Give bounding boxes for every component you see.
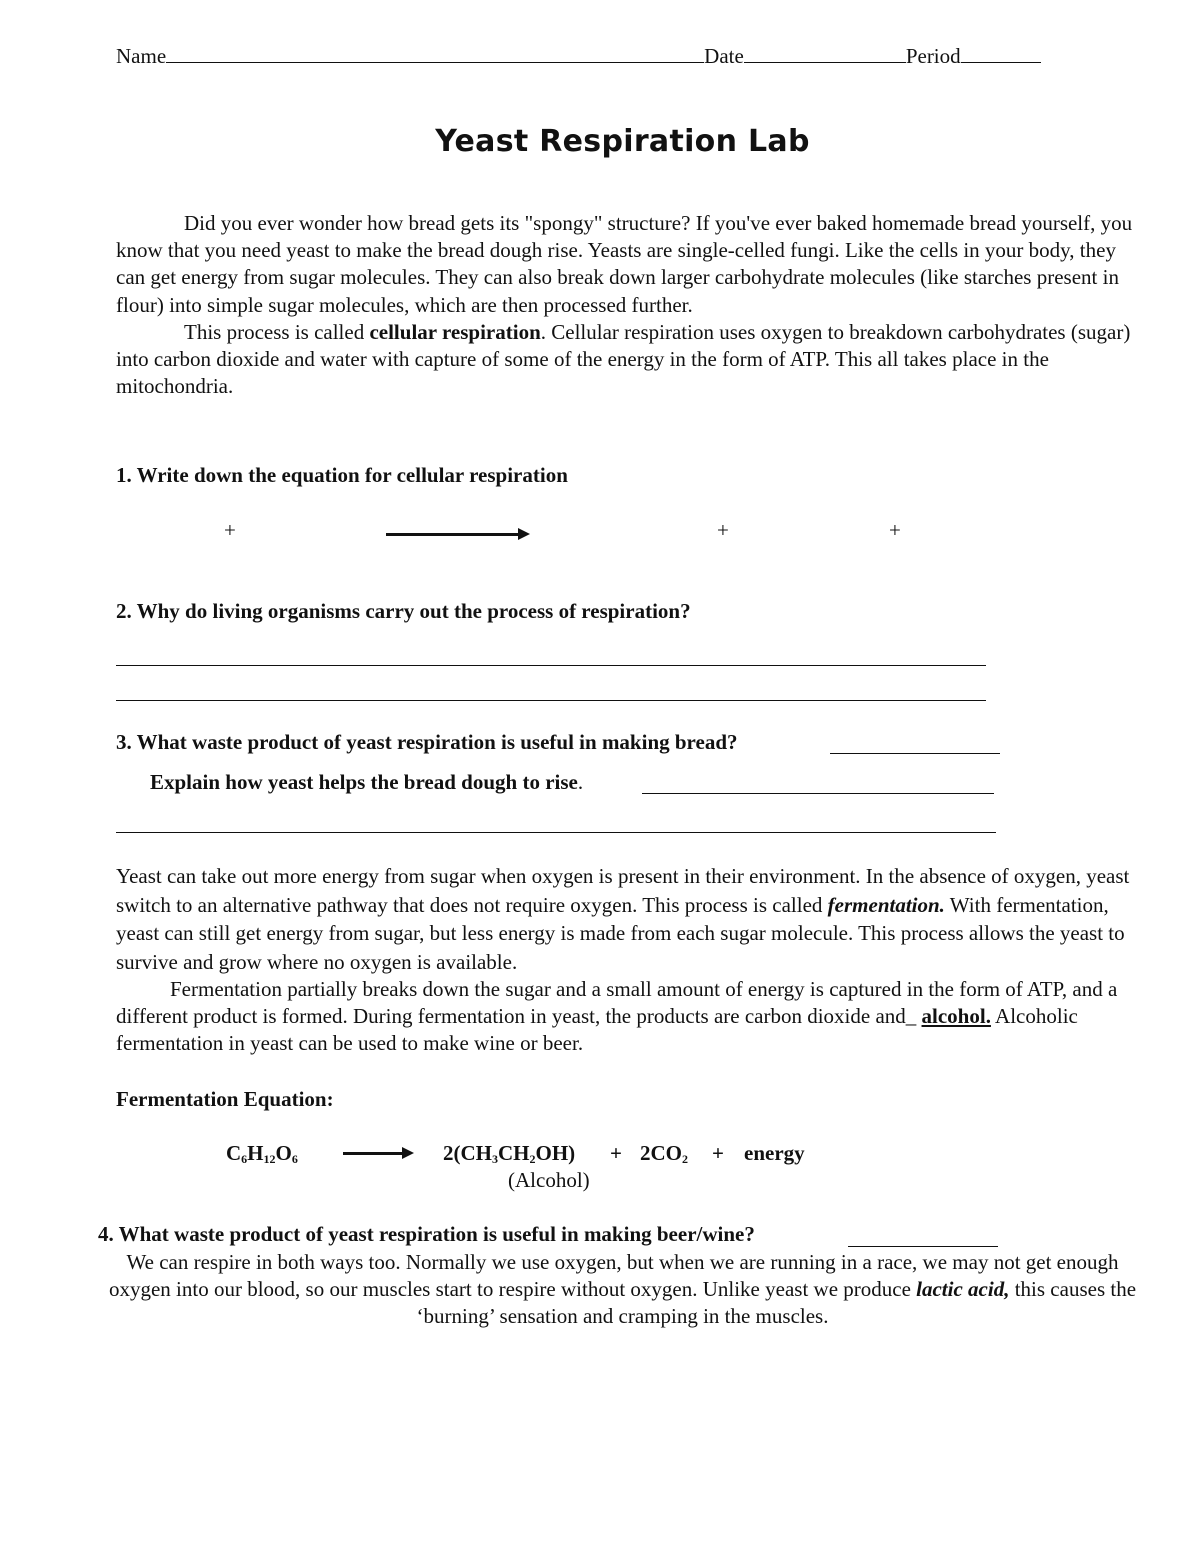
closing-text xyxy=(100,1249,1145,1331)
answer-line[interactable] xyxy=(116,700,986,701)
closing-paragraph xyxy=(100,1249,1145,1331)
answer-line[interactable] xyxy=(116,832,996,833)
question-2: 2. Why do living organisms carry out the process of respiration? xyxy=(116,599,691,623)
alcohol-term: alcohol. xyxy=(921,1004,991,1029)
plus-sign: + xyxy=(889,518,901,542)
question-3b-text: Explain how yeast helps the bread dough to rise xyxy=(150,770,578,794)
intro-p2-text: This process is called xyxy=(184,319,370,344)
answer-line[interactable] xyxy=(116,665,986,666)
intro-section xyxy=(116,210,1136,400)
question-3b xyxy=(150,770,583,795)
equation-product-co2: $2CO_2$ xyxy=(640,1141,688,1166)
equation-plus: + xyxy=(712,1141,724,1165)
answer-blank[interactable] xyxy=(830,753,1000,754)
fermentation-paragraph-2 xyxy=(116,976,1131,1058)
fermentation-term: fermentation. xyxy=(827,892,945,917)
period-label: Period xyxy=(905,44,961,68)
fermentation-equation-heading: Fermentation Equation: xyxy=(116,1087,334,1111)
fermentation-p1-text: Yeast can take out more energy from sugar when oxygen is present in their environment. In the absence of oxygen, yeast switch to an alternative pathway that does not require oxygen. This process is called xyxy=(116,864,1130,917)
intro-p2-text-end: . Cellular respiration uses oxygen to breakdown carbohydrates (sugar) into carbon dioxide and water with capture of some of the energy in the form of ATP. This all takes place in the mitochondria. xyxy=(116,319,1131,399)
page-title: Yeast Respiration Lab xyxy=(435,124,810,159)
closing-text-start: We can respire in both ways too. Normally we use oxygen, but when we are running in a race, we may not get enough oxygen into our blood, so our muscles start to respire without oxygen. Unlike yeast we produce xyxy=(108,1250,1119,1302)
answer-blank[interactable] xyxy=(642,793,994,794)
fermentation-p1-text-end: With fermentation, yeast can still get energy from sugar, but less energy is made from each sugar molecule. This process allows the yeast to survive and grow where no oxygen is available. xyxy=(116,892,1125,974)
equation-reactant: $C_6H_{12}O_6$ xyxy=(226,1141,298,1166)
fermentation-paragraph-1 xyxy=(116,862,1131,976)
name-blank[interactable] xyxy=(166,44,704,63)
reaction-arrow-line xyxy=(386,533,518,536)
fermentation-p2-text: Fermentation partially breaks down the sugar and a small amount of energy is captured in the form of ATP, and a different product is formed. During fermentation in yeast, the products are carbon dioxide and_ xyxy=(116,977,1118,1029)
intro-paragraph-1: Did you ever wonder how bread gets its "spongy" structure? If you've ever baked homemade bread yourself, you know that you need yeast to make the bread dough rise. Yeasts are single-celled fungi. Like the cells in your body, they can get energy from sugar molecules. They can also break down larger carbohydrate molecules (like starches present in flour) into simple sugar molecules, which are then processed further. xyxy=(116,211,1133,317)
name-label: Name xyxy=(116,44,167,68)
date-label: Date xyxy=(704,44,744,68)
answer-blank[interactable] xyxy=(848,1246,998,1247)
question-3b-period: . xyxy=(577,770,584,794)
alcohol-note: (Alcohol) xyxy=(508,1168,590,1192)
equation-product-alcohol: $2(CH_3CH_2OH)$ xyxy=(443,1141,576,1166)
plus-sign: + xyxy=(224,518,236,542)
question-1: 1. Write down the equation for cellular respiration xyxy=(116,463,568,487)
equation-arrow-line xyxy=(343,1152,403,1155)
equation-product-energy: energy xyxy=(744,1141,805,1165)
fermentation-p2-text-end: Alcoholic fermentation in yeast can be used to make wine or beer. xyxy=(116,1004,1078,1056)
lactic-acid-term: lactic acid, xyxy=(916,1277,1010,1302)
plus-sign: + xyxy=(717,518,729,542)
fermentation-section xyxy=(116,862,1131,1058)
question-4: 4. What waste product of yeast respiration is useful in making beer/wine? xyxy=(98,1222,755,1246)
closing-text-end: this causes the ‘burning’ sensation and cramping in the muscles. xyxy=(416,1277,1137,1329)
period-blank[interactable] xyxy=(961,44,1041,63)
cellular-respiration-term: cellular respiration xyxy=(369,319,541,344)
intro-paragraph-2 xyxy=(116,319,1136,401)
student-info-header xyxy=(116,44,1041,69)
equation-arrow-head xyxy=(402,1147,414,1159)
equation-plus: + xyxy=(610,1141,622,1165)
question-3: 3. What waste product of yeast respiration is useful in making bread? xyxy=(116,730,738,754)
reaction-arrow-head xyxy=(518,528,530,540)
date-blank[interactable] xyxy=(744,44,906,63)
